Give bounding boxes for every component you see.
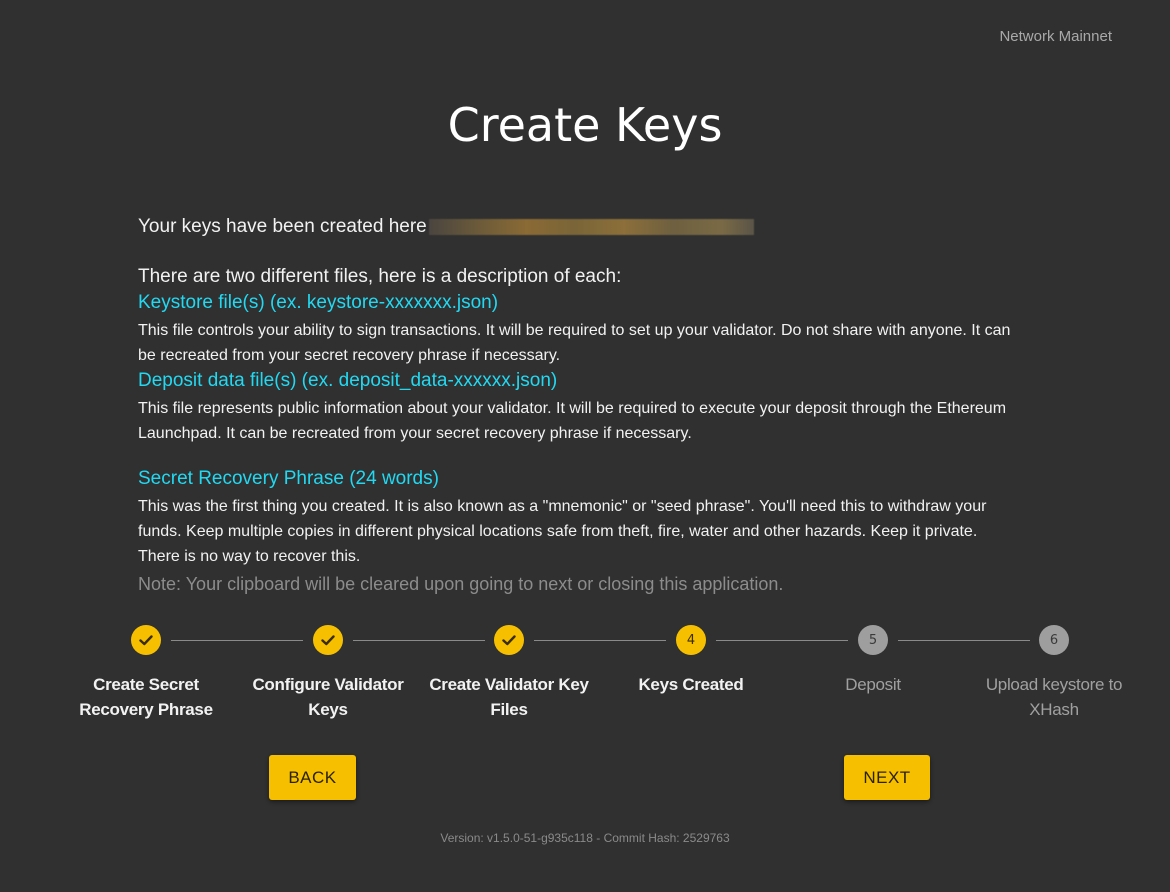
step-label: Create Validator Key Files (429, 675, 589, 719)
page-title: Create Keys (447, 98, 723, 152)
spacer (138, 446, 1018, 466)
check-icon (131, 625, 161, 655)
step-label: Upload keystore to XHash (985, 675, 1123, 719)
step-label: Deposit (845, 675, 901, 694)
step-number: 4 (676, 625, 706, 655)
files-intro: There are two different files, here is a description of each: (138, 266, 622, 287)
keystore-description: This file controls your ability to sign transactions. It will be required to set up your validator. Do not share with anyone. It can be recreated from your secret recovery phrase if necessary. (138, 322, 1011, 364)
recovery-phrase-title: Secret Recovery Phrase (24 words) (138, 468, 439, 489)
deposit-data-title: Deposit data file(s) (ex. deposit_data-xxxxxx.json) (138, 370, 558, 391)
step-keys-created (600, 625, 782, 697)
deposit-data-description: This file represents public information about your validator. It will be required to execute your deposit through the Ethereum Launchpad. It can be recreated from your secret recovery phrase if necessary. (138, 400, 1007, 442)
version-info: Version: v1.5.0-51-g935c118 - Commit Hash: 2529763 (440, 831, 730, 845)
step-number: 6 (1039, 625, 1069, 655)
keys-location-row (138, 214, 1018, 240)
keystore-title: Keystore file(s) (ex. keystore-xxxxxxx.json) (138, 292, 499, 313)
keys-info-section (138, 214, 1018, 597)
step-number: 5 (858, 625, 888, 655)
keys-location-label: Your keys have been created here (138, 216, 427, 237)
progress-stepper (55, 625, 1145, 735)
back-button[interactable]: BACK (269, 755, 356, 800)
redacted-path (429, 219, 754, 235)
check-icon (494, 625, 524, 655)
step-upload-keystore (963, 625, 1145, 722)
step-label: Configure Validator Keys (252, 675, 404, 719)
step-create-secret-recovery-phrase (55, 625, 237, 722)
next-button[interactable]: NEXT (844, 755, 930, 800)
step-deposit (782, 625, 964, 697)
clipboard-note: Note: Your clipboard will be cleared upon going to next or closing this application. (138, 574, 784, 594)
step-label: Create Secret Recovery Phrase (79, 675, 213, 719)
step-label: Keys Created (638, 675, 744, 694)
network-indicator: Network Mainnet (999, 28, 1112, 45)
recovery-phrase-description: This was the first thing you created. It is also known as a "mnemonic" or "seed phrase". You'll need this to withdraw your funds. Keep multiple copies in different physical locations safe from theft, fire, water and other hazards. Keep it private. There is no way to recover this. (138, 498, 987, 565)
step-configure-validator-keys (237, 625, 419, 722)
check-icon (313, 625, 343, 655)
step-create-validator-key-files (418, 625, 600, 722)
